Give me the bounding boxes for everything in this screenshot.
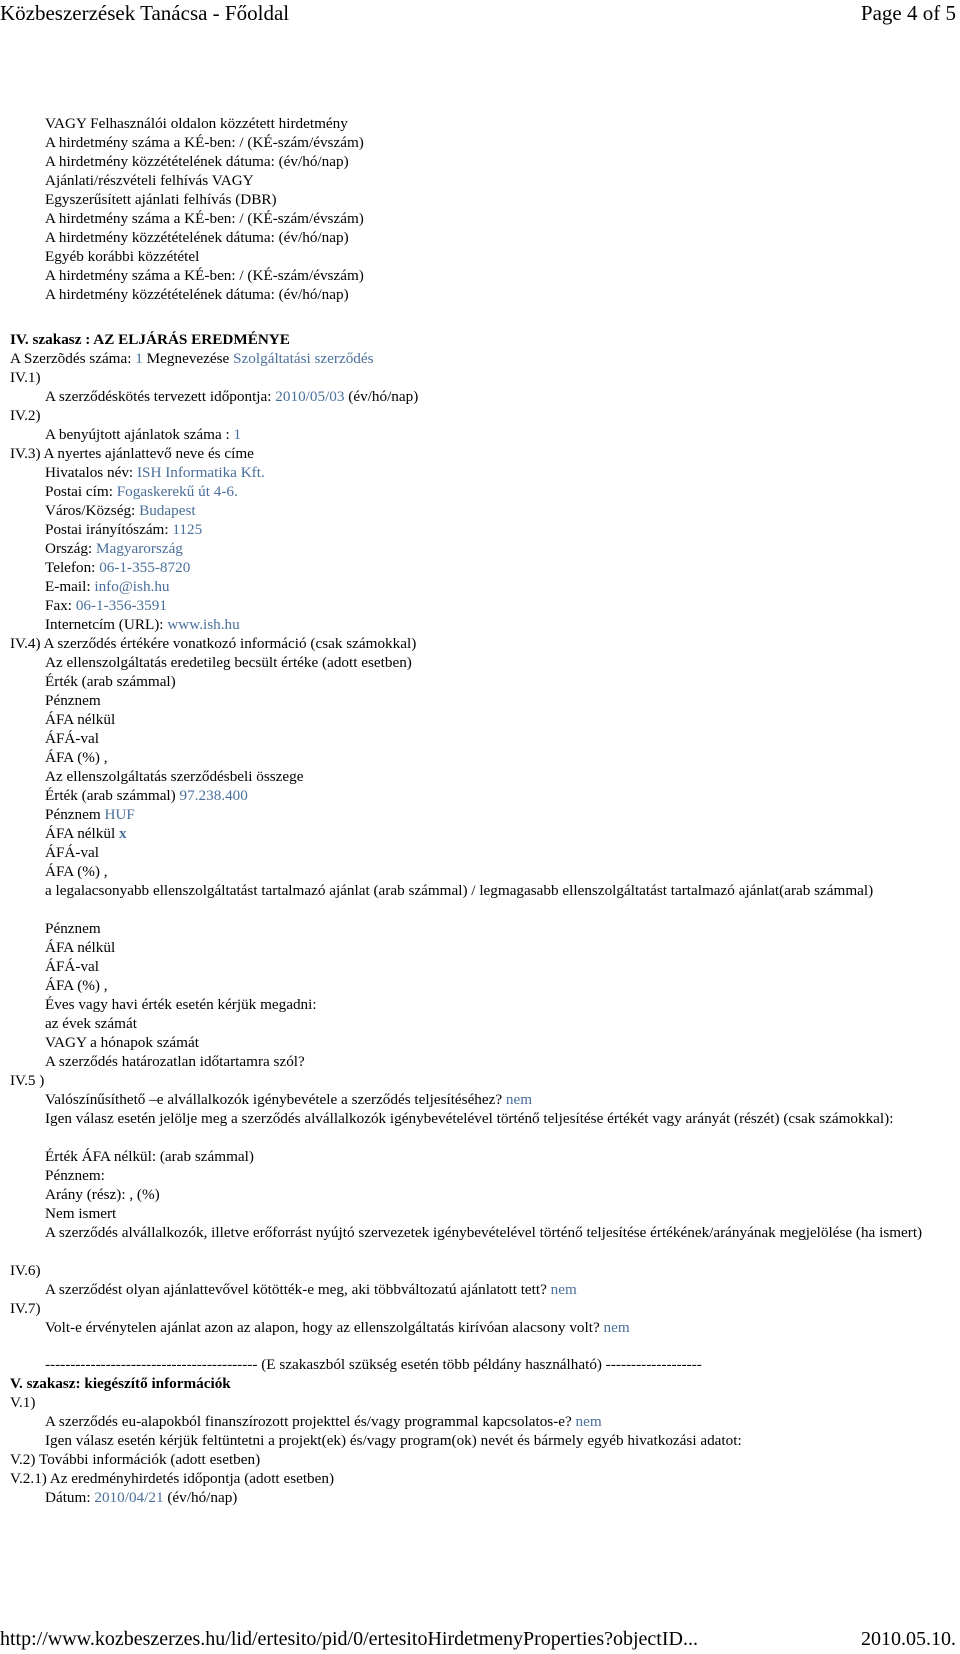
field-text: Postai irányítószám: (45, 521, 173, 538)
field-text: Város/Község: (45, 502, 140, 519)
field-text: V. szakasz: kiegészítő információk (10, 1375, 231, 1392)
document-line (45, 1147, 254, 1166)
field-text: A szerződéskötés tervezett időpontja: (45, 388, 276, 405)
field-text: Nem ismert (45, 1205, 117, 1222)
document-line (45, 1166, 105, 1185)
field-text: Pénznem (45, 806, 105, 823)
field-text: Hivatalos név: (45, 464, 137, 481)
field-value: Budapest (139, 502, 196, 519)
document-line (45, 748, 108, 767)
field-text: VAGY Felhasználói oldalon közzétett hirdetmény (45, 115, 348, 132)
field-text: IV. szakasz : AZ ELJÁRÁS EREDMÉNYE (10, 331, 290, 348)
document-line (45, 672, 176, 691)
footer-url: http://www.kozbeszerzes.hu/lid/ertesito/pid/0/ertesitoHirdetmenyProperties?objectID... (0, 1628, 698, 1650)
document-line (45, 501, 196, 520)
field-value: 97.238.400 (179, 787, 248, 804)
field-text: Egyéb korábbi közzététel (45, 248, 200, 265)
field-text: (év/hó/nap) (344, 388, 419, 405)
field-value: Magyarország (96, 540, 183, 557)
field-text: Érték (arab számmal) (45, 673, 176, 690)
field-text: (év/hó/nap) (163, 1489, 238, 1506)
field-text: ÁFA nélkül (45, 939, 116, 956)
field-text: A hirdetmény közzétételének dátuma: (év/hó/nap) (45, 286, 349, 303)
field-text: Valószínűsíthető –e alvállalkozók igénybevétele a szerződés teljesítéséhez? (45, 1091, 506, 1108)
field-text: Az ellenszolgáltatás szerződésbeli összege (45, 768, 304, 785)
document-line (45, 767, 304, 786)
document-line (10, 634, 416, 653)
document-line (45, 1090, 532, 1109)
footer-date: 2010.05.10. (861, 1628, 956, 1650)
document-line (10, 1393, 35, 1412)
document-line (45, 558, 190, 577)
field-value: 1125 (172, 521, 203, 538)
field-value: HUF (104, 806, 135, 823)
field-text: ÁFA nélkül (45, 825, 119, 842)
document-line (45, 539, 183, 558)
field-text: A hirdetmény száma a KÉ-ben: / (KÉ-szám/évszám) (45, 267, 364, 284)
field-text: V.2.1) Az eredményhirdetés időpontja (adott esetben) (10, 1470, 335, 1487)
document-line (45, 881, 940, 900)
document-line (45, 843, 99, 862)
field-text: Igen válasz esetén jelölje meg a szerződés alvállalkozók igénybevételével történő teljesítése értékét vagy arányát (részét) (csak számokkal): (45, 1110, 894, 1127)
document-line (10, 1450, 260, 1469)
document-line (45, 1185, 160, 1204)
document-line (45, 710, 115, 729)
document-line (45, 152, 349, 171)
field-value: www.ish.hu (167, 616, 240, 633)
field-text: VAGY a hónapok számát (45, 1034, 199, 1051)
document-line (45, 1355, 702, 1374)
field-value: 1 (233, 426, 242, 443)
document-line (45, 1280, 577, 1299)
field-text: Postai cím: (45, 483, 117, 500)
document-line (45, 824, 127, 843)
document-line (10, 1299, 41, 1318)
field-text: ÁFA nélkül (45, 711, 116, 728)
field-text: Érték (arab számmal) (45, 787, 180, 804)
document-line (10, 349, 374, 368)
field-text: Fax: (45, 597, 76, 614)
document-line (10, 1071, 44, 1090)
document-line (45, 805, 135, 824)
document-line (45, 1223, 940, 1242)
document-line (10, 368, 41, 387)
document-line (45, 957, 99, 976)
field-text: A hirdetmény közzétételének dátuma: (év/hó/nap) (45, 153, 349, 170)
field-text: Egyszerűsített ajánlati felhívás (DBR) (45, 191, 277, 208)
document-line (45, 387, 418, 406)
document-line (45, 1014, 137, 1033)
field-value: 06-1-356-3591 (75, 597, 167, 614)
field-value: nem (603, 1319, 630, 1336)
field-text: V.1) (10, 1394, 36, 1411)
document-line (45, 862, 108, 881)
document-line (45, 938, 115, 957)
document-line (45, 1033, 199, 1052)
document-line (10, 1374, 231, 1393)
field-text: IV.2) (10, 407, 41, 424)
document-line (10, 444, 254, 463)
document-line (45, 133, 364, 152)
document-line (45, 228, 349, 247)
field-text: Megnevezése (142, 350, 234, 367)
document-line (45, 577, 170, 596)
field-text: Éves vagy havi érték esetén kérjük megadni: (45, 996, 317, 1013)
field-text: A hirdetmény közzétételének dátuma: (év/hó/nap) (45, 229, 349, 246)
field-text: E-mail: (45, 578, 95, 595)
document-line (45, 1204, 116, 1223)
document-line (45, 691, 101, 710)
field-text: Pénznem (45, 920, 101, 937)
document-line (45, 209, 364, 228)
field-text: ÁFA (%) , (45, 863, 108, 880)
document-line (45, 247, 199, 266)
field-text: A hirdetmény száma a KÉ-ben: / (KÉ-szám/évszám) (45, 134, 364, 151)
document-line (45, 425, 241, 444)
document-line (45, 1318, 630, 1337)
field-text: Ajánlati/részvételi felhívás VAGY (45, 172, 254, 189)
document-line (10, 330, 290, 349)
field-text: Ország: (45, 540, 97, 557)
field-text: az évek számát (45, 1015, 137, 1032)
field-text: A szerződést olyan ajánlattevővel kötötték-e meg, aki többváltozatú ajánlatott tett? (45, 1281, 551, 1298)
field-text: IV.1) (10, 369, 41, 386)
document-line (45, 1431, 742, 1450)
field-text: ÁFÁ-val (45, 844, 99, 861)
field-text: IV.4) A szerződés értékére vonatkozó információ (csak számokkal) (10, 635, 417, 652)
document-line (45, 520, 202, 539)
field-value: ISH Informatika Kft. (136, 464, 265, 481)
field-value: nem (505, 1091, 533, 1108)
document-line (45, 615, 240, 634)
field-value: 2010/04/21 (94, 1489, 164, 1506)
document-line (45, 596, 167, 615)
browser-page-title: Közbeszerzések Tanácsa - Főoldal (0, 1, 290, 25)
document-line (10, 1261, 41, 1280)
page-counter: Page 4 of 5 (860, 1, 956, 25)
document-line (45, 463, 265, 482)
document-line (45, 786, 248, 805)
document-line (45, 1109, 940, 1128)
field-text: IV.3) A nyertes ajánlattevő neve és címe (10, 445, 254, 462)
field-text: Arány (rész): , (%) (45, 1186, 160, 1203)
field-text: Volt-e érvénytelen ajánlat azon az alapon, hogy az ellenszolgáltatás kirívóan alacsony volt? (45, 1319, 604, 1336)
document-line (45, 482, 238, 501)
field-text: V.2) További információk (adott esetben) (10, 1451, 261, 1468)
field-text: ÁFÁ-val (45, 730, 99, 747)
field-text: ÁFA (%) , (45, 977, 108, 994)
field-text: Telefon: (45, 559, 100, 576)
field-text: A szerződés eu-alapokból finanszírozott projekttel és/vagy programmal kapcsolatos-e? (45, 1413, 576, 1430)
field-text: Dátum: (45, 1489, 95, 1506)
document-line (10, 1469, 334, 1488)
field-value: Fogaskerekű út 4-6. (116, 483, 238, 500)
field-text: Pénznem (45, 692, 101, 709)
field-text: a legalacsonyabb ellenszolgáltatást tartalmazó ajánlat (arab számmal) / legmagasabb ellenszolgáltatást tartalmazó ajánlat(arab számmal) (45, 882, 874, 899)
field-value: nem (575, 1413, 602, 1430)
field-text: A hirdetmény száma a KÉ-ben: / (KÉ-szám/évszám) (45, 210, 364, 227)
field-value: x (118, 825, 127, 842)
document-line (45, 171, 254, 190)
field-value: nem (550, 1281, 577, 1298)
field-value: 06-1-355-8720 (99, 559, 191, 576)
field-text: A szerződés határozatlan időtartamra szól? (45, 1053, 305, 1070)
field-value: Szolgáltatási szerződés (233, 350, 374, 367)
field-value: 2010/05/03 (275, 388, 345, 405)
document-line (45, 995, 317, 1014)
document-line (45, 729, 99, 748)
field-text: IV.6) (10, 1262, 41, 1279)
field-text: Internetcím (URL): (45, 616, 168, 633)
document-line (45, 1052, 305, 1071)
document-line (45, 114, 348, 133)
field-text: A szerződés alvállalkozók, illetve erőforrást nyújtó szervezetek igénybevételével történő teljesítése értékének/arányának megjelölése (ha ismert) (45, 1224, 923, 1241)
field-value: 1 (135, 350, 143, 367)
field-text: ÁFÁ-val (45, 958, 99, 975)
field-text: Pénznem: (45, 1167, 105, 1184)
document-line (45, 1488, 237, 1507)
field-text: A Szerzõdés száma: (10, 350, 136, 367)
document-line (45, 976, 108, 995)
field-text: Érték ÁFA nélkül: (arab számmal) (45, 1148, 254, 1165)
document-line (45, 285, 349, 304)
field-text: A benyújtott ajánlatok száma : (45, 426, 234, 443)
document-line (45, 919, 101, 938)
field-text: IV.7) (10, 1300, 41, 1317)
document-line (45, 190, 277, 209)
field-value: info@ish.hu (94, 578, 170, 595)
document-line (10, 406, 41, 425)
document-line (45, 653, 412, 672)
document-line (45, 1412, 602, 1431)
field-text: ------------------------------------------ (E szakaszból szükség esetén több példány használható) ------------------- (45, 1356, 702, 1373)
field-text: Az ellenszolgáltatás eredetileg becsült értéke (adott esetben) (45, 654, 412, 671)
field-text: Igen válasz esetén kérjük feltüntetni a projekt(ek) és/vagy program(ok) nevét és bármely egyéb hivatkozási adatot: (45, 1432, 742, 1449)
field-text: IV.5 ) (10, 1072, 45, 1089)
document-line (45, 266, 364, 285)
field-text: ÁFA (%) , (45, 749, 108, 766)
